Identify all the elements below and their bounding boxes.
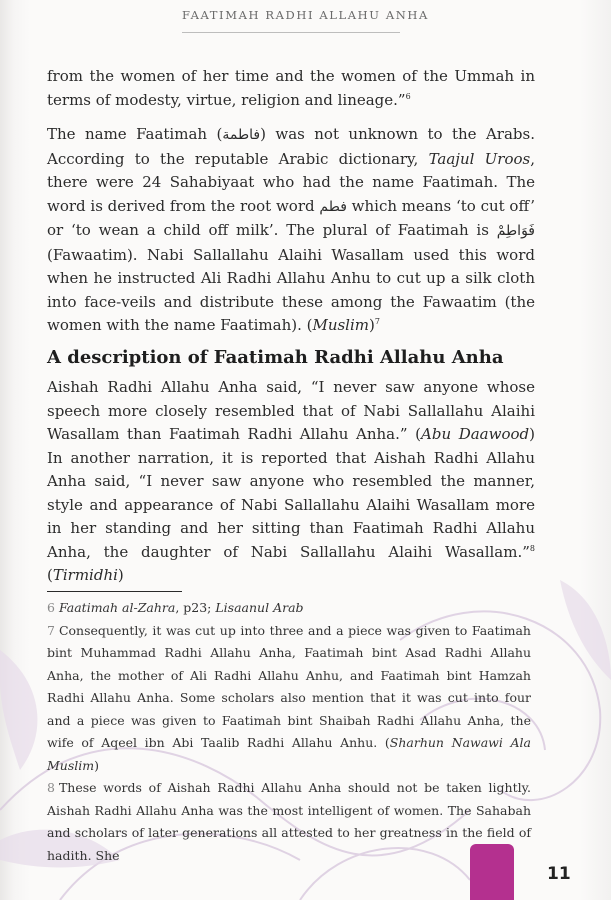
page-number: 11 [547,864,571,884]
p3-part3: ( [47,566,53,584]
running-head: FAATIMAH RADHI ALLAHU ANHA [182,8,429,22]
footnote-divider [47,591,182,592]
p2-part5: (Fawaatim). Nabi Sallallahu Alaihi Wasallam used this word when he instructed Ali Radhi Allahu Anhu to cut up a silk cloth into face-veils and distribute these among the Fawaatim (the women with the name Faatimah). ( [47,245,535,334]
footnote-text: These words of Aishah Radhi Allahu Anha should not be taken lightly. Aishah Radhi Allahu Anha was the most intelligent of women. The Sahabah and scholars of later generations all attested to her greatness in the field of hadith. She [47,780,531,863]
header-divider [182,32,400,33]
footnote-number: 7 [47,622,55,638]
arabic-root-word: فطم [319,198,347,215]
arabic-plural: فَوَاطِمْ [496,223,535,239]
footnote-number: 8 [47,780,55,795]
footnote-8 [47,777,531,867]
p3-part1: Aishah Radhi Allahu Anha said, “I never saw anyone whose speech more closely resembled that of Nabi Sallallahu Alaihi Wasallam than Faatimah Radhi Allahu Anha.” ( [47,378,535,443]
p3-part4: ) [117,566,124,584]
footnote-number: 6 [47,600,55,615]
paragraph-name-faatimah [47,123,535,338]
p2-part6: ) [369,316,375,334]
footnote-text-end: ) [94,757,100,773]
p2-part1: The name Faatimah ( [47,125,223,143]
dictionary-title: Taajul Uroos [428,149,531,168]
p2-part4: which means ‘to cut off’ or ‘to wean a child off milk’. The plural of Faatimah is [47,196,535,239]
footnotes [47,597,531,867]
source-muslim: Muslim [312,316,370,334]
page-tab-marker [470,844,514,900]
source-abu-daawood: Abu Daawood [421,425,530,443]
footnote-source: Faatimah al-Zahra [58,600,176,615]
footnote-7 [47,620,531,778]
section-heading: A description of Faatimah Radhi Allahu Anha [47,347,504,368]
footnote-text: Consequently, it was cut up into three and a piece was given to Faatimah bint Muhammad Radhi Allahu Anha, Faatimah bint Asad Radhi Allahu Anha, the mother of Ali Radhi Allahu Anhu, and Faatimah bint Hamzah Radhi Allahu Anha. Some scholars also mention that it was cut into four and a piece was given to Faatimah bint Shaibah Radhi Allahu Anha, the wife of Aqeel ibn Abi Taalib Radhi Allahu Anhu. ( [47,622,531,750]
paragraph-continuation [47,65,535,112]
p2-part2: ) was not unknown to the Arabs. According to the reputable Arabic dictionary, [47,125,535,168]
footnote-source: Lisaanul Arab [215,600,304,615]
footnote-ref-7: 7 [374,317,380,326]
arabic-name: فاطمة [222,127,261,143]
footnote-text: , p23; [175,600,216,615]
paragraph-description [47,376,535,588]
footnote-ref-6: 6 [405,91,411,101]
source-tirmidhi: Tirmidhi [52,566,118,584]
footnote-ref-8: 8 [529,543,535,553]
p3-part2: ) In another narration, it is reported that Aishah Radhi Allahu Anha said, “I never saw anyone who resembled the manner, style and appearance of Nabi Sallallahu Alaihi Wasallam more in her standing and her sitting than Faatimah Radhi Allahu Anha, the daughter of Nabi Sallallahu Alaihi Wasallam.” [47,425,535,561]
paragraph1-text: from the women of her time and the women of the Ummah in terms of modesty, virtue, religion and lineage.” [47,67,535,109]
p2-part3: , there were 24 Sahabiyaat who had the name Faatimah. The word is derived from the root word [47,149,535,215]
footnote-source: Sharhun Nawawi Ala Muslim [47,735,532,773]
footnote-6 [47,597,531,620]
